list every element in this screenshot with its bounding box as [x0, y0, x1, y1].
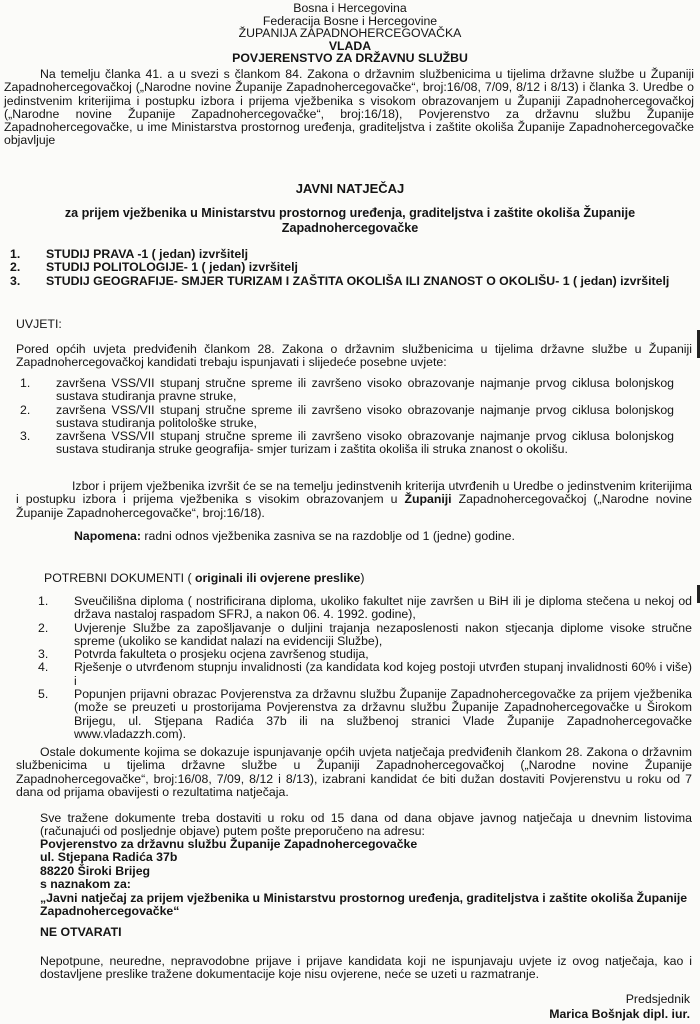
conditions-intro: Pored općih uvjeta predviđenih člankom 28. Zakona o državnim službenicima u tijelima državne službe u Županiji Zapadnohercegovačkoj kandidati trebaju ispunjavati i slijedeće posebne uvjete:: [16, 342, 692, 370]
conditions-label: UVJETI:: [16, 317, 62, 331]
address-label: s naznakom za:: [40, 877, 131, 892]
address-city: 88220 Široki Brijeg: [40, 863, 151, 878]
notice-subtitle: za prijem vježbenika u Ministarstvu prostornog uređenja, graditeljstva i zaštite okoliša Županije Zapadnohercegovačke: [64, 206, 636, 235]
signature-name: Marica Bošnjak dipl. iur.: [549, 1007, 690, 1021]
closing-paragraph: Nepotpune, neuredne, nepravodobne prijave i prijave kandidata koji ne ispunjavaju uvjete iz ovog natječaja, kao i dostavljene preslike tražene dokumentacije koje nisu ovjerene, neće se uzeti u razmatranje.: [40, 954, 692, 982]
other-documents-paragraph: Ostale dokumente kojima se dokazuje ispunjavanje općih uvjeta natječaja predviđenih člankom 28. Zakona o državnim službenicima u tijelima državne službe u Županiji Zapadnohercegovačkoj („Narodne novine Županije Zapadnohercegovačke“, broj:16/08, 7/09, 8/12 i 8/13), izabrani kandidat će biti dužan dostaviti Povjerenstvu u roku od 7 dana od prijama obavijesti o rezultatima natječaja.: [16, 745, 692, 799]
intro-paragraph: Na temelju članka 41. a u svezi s člankom 84. Zakona o državnim službenicima u tijelima državne službe u Županiji Zapadnohercegovačkoj („Narodne novine Županije Zapadnohercegovačke“, broj:16/08, 7/09, 8/12 i 8/13) i članka 3. Uredbe o jedinstvenim kriterijima i postupku izbora i prijema vježbenika s visokom obrazovanjem u Županiji Zapadnohercegovačkoj („Narodne novine Županije Zapadnohercegovačke“, broj:16/18), Povjerenstvo za državnu službu Županije Zapadnohercegovačke, u ime Ministarstva prostornog uređenja, graditeljstva i zaštite okoliša Županije Zapadnohercegovačke objavljuje: [4, 67, 694, 148]
submission-paragraph: Sve tražene dokumente treba dostaviti u roku od 15 dana od dana objave javnog natječaja u dnevnim listovima (računajući od posljednje objave) putem pošte preporučeno na adresu:: [40, 811, 692, 839]
header-county: ŽUPANIJA ZAPADNOHERCEGOVAČKA: [238, 26, 462, 41]
address-street: ul. Stjepana Radića 37b: [40, 850, 178, 865]
conditions-list: [20, 377, 674, 457]
documents-label: POTREBNI DOKUMENTI ( originali ili ovjerene preslike): [44, 571, 365, 585]
positions-list: [10, 248, 680, 288]
signature-block: [549, 992, 690, 1022]
document-item: 4. Rješenje o utvrđenom stupnju invalidnosti (za kandidata kod kojeg postoji utvrđen stupanj invalidnosti 60% i više) i: [38, 660, 692, 688]
selection-paragraph: Izbor i prijem vježbenika izvršit će se na temelju jedinstvenih kriterija utvrđenih u Uredbe o jedinstvenim kriterijima i postupku izbora i prijema vježbenika s visokim obrazovanjem u Županiji Zapadnohercegovačkoj („Narodne novine Županije Zapadnohercegovačke“, broj:16/18).: [16, 479, 693, 520]
condition-item: 3. završena VSS/VII stupanj stručne spreme ili završeno visoko obrazovanje najmanje prvog ciklusa bolonjskog sustava studiranja struke geografija- smjer turizam i zaštita okoliša ili struka znanost o okolišu.: [20, 429, 674, 457]
documents-list: [38, 595, 692, 741]
address-subject: „Javni natječaj za prijem vježbenika u Ministarstvu prostornog uređenja, graditeljstva i zaštite okoliša Županije Zapadnohercegovačke“: [40, 890, 688, 919]
document-header: [0, 2, 700, 65]
document-item: 5. Popunjen prijavni obrazac Povjerenstva za državnu službu Županije Zapadnohercegovačke za prijem vježbenika (može se preuzeti u prostorijama Povjerenstva za državnu službu Županije Zapadnohercegovačke u Širokom Brijegu, ul. Stjepana Radića 37b ili na službenoj stranici Vlade Županije Zapadnohercegovačke www.vladazzh.com).: [38, 687, 692, 741]
position-item: 3. STUDIJ GEOGRAFIJE- SMJER TURIZAM I ZAŠTITA OKOLIŠA ILI ZNANOST O OKOLIŠU- 1 ( jedan) izvršitelj: [10, 273, 670, 288]
document-item: 1. Sveučilišna diploma ( nostrificirana diploma, ukoliko fakultet nije završen u BiH ili je diploma stečena u nekoj od država nastaloj raspadom SFRJ, a nakon 06. 4. 1992. godine),: [38, 594, 692, 622]
document-item: 2. Uvjerenje Službe za zapošljavanje o duljini trajanja nezaposlenosti nakon stjecanja diplome visoke stručne spreme (ukoliko se kandidat nalazi na evidenciji Službe),: [38, 620, 692, 648]
position-item: 2. STUDIJ POLITOLOGIJE- 1 ( jedan) izvršitelj: [10, 260, 298, 275]
notice-title: JAVNI NATJEČAJ: [295, 181, 405, 196]
header-commission: POVJERENSTVO ZA DRŽAVNU SLUŽBU: [232, 51, 468, 66]
address-recipient: Povjerenstvo za državnu službu Županije Zapadnohercegovačke: [40, 837, 418, 851]
submission-address: [40, 838, 692, 918]
note-paragraph: Napomena: radni odnos vježbenika zasniva se na razdoblje od 1 (jedne) godine.: [74, 529, 515, 543]
signature-role: Predsjednik: [625, 992, 690, 1006]
condition-item: 2. završena VSS/VII stupanj stručne spreme ili završeno visoko obrazovanje najmanje prvog ciklusa bolonjskog sustava studiranja politološke struke,: [20, 402, 674, 430]
condition-item: 1. završena VSS/VII stupanj stručne spreme ili završeno visoko obrazovanje najmanje prvog ciklusa bolonjskog sustava studiranja pravne struke,: [20, 376, 674, 404]
do-not-open: NE OTVARATI: [40, 925, 122, 939]
document-item: 3. Potvrda fakulteta o prosjeku ocjena završenog studija,: [38, 647, 369, 662]
header-country: Bosna i Hercegovina: [293, 1, 407, 15]
header-federation: Federacija Bosne i Hercegovine: [262, 13, 438, 28]
note-label: Napomena:: [74, 529, 141, 543]
position-item: 1. STUDIJ PRAVA -1 ( jedan) izvršitelj: [10, 247, 249, 261]
header-government: VLADA: [328, 38, 372, 53]
